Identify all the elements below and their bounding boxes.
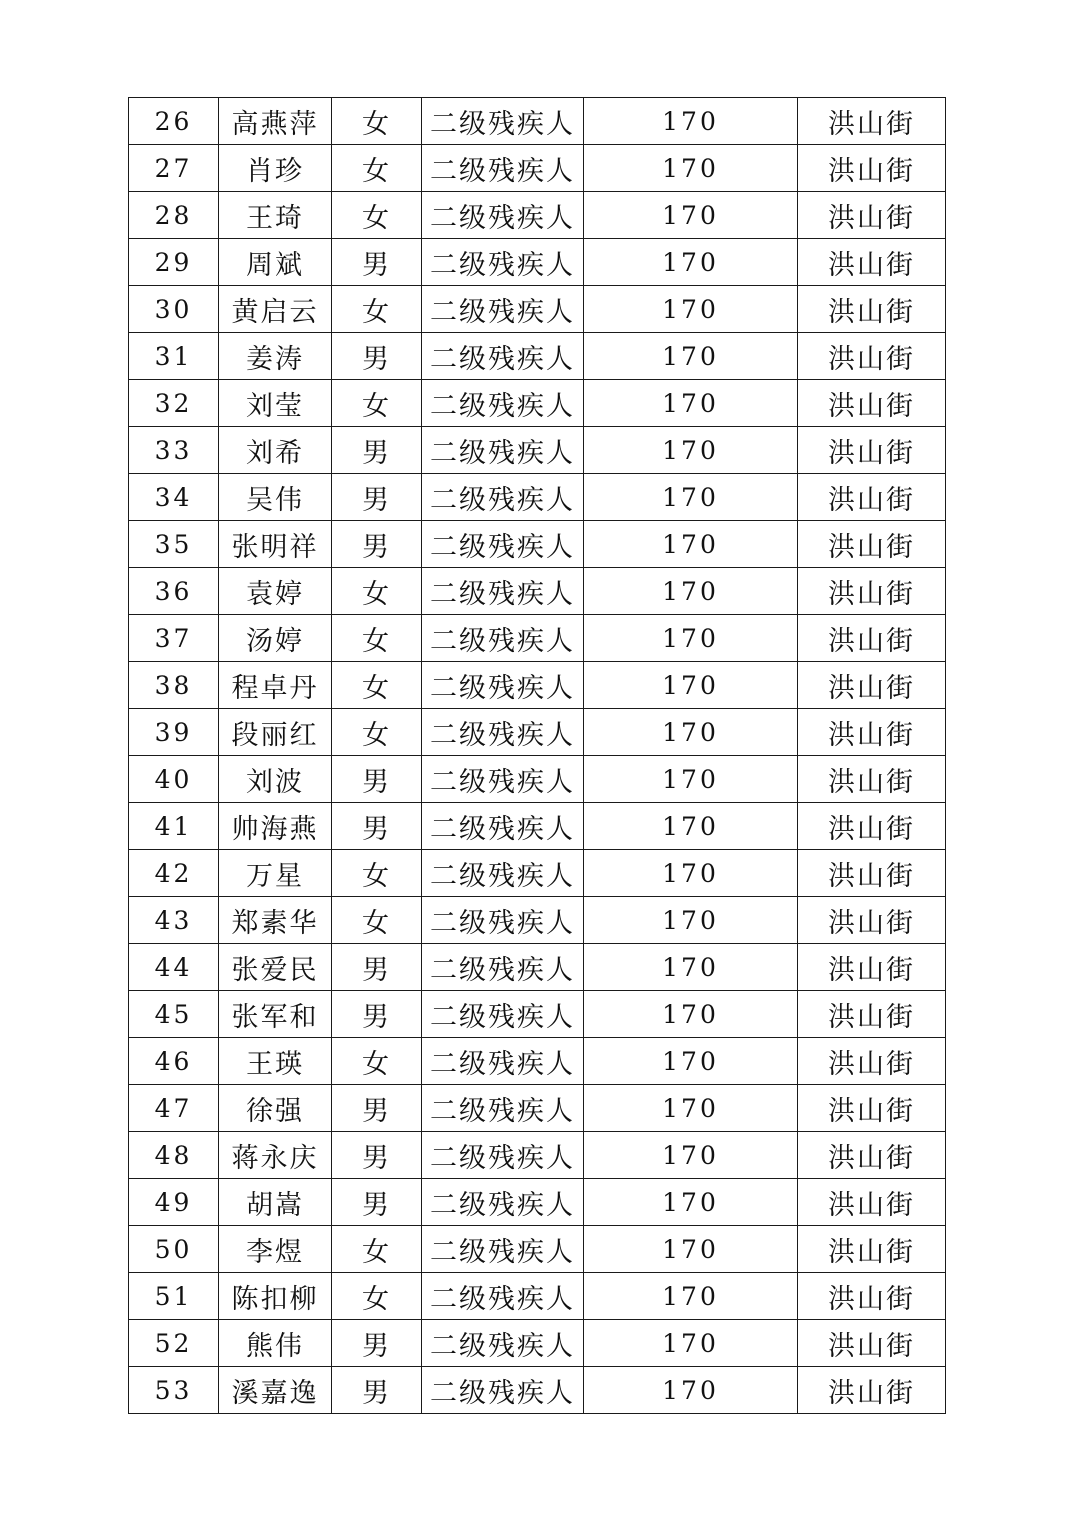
cell-amount: 170: [584, 756, 798, 803]
cell-amount: 170: [584, 333, 798, 380]
cell-amount: 170: [584, 1179, 798, 1226]
cell-street: 洪山街: [798, 474, 946, 521]
cell-amount: 170: [584, 850, 798, 897]
cell-disability-level: 二级残疾人: [422, 474, 584, 521]
table-row: [129, 1132, 946, 1179]
cell-gender: 男: [332, 944, 422, 991]
cell-name: 万星: [219, 850, 332, 897]
table-row: [129, 1273, 946, 1320]
cell-name: 肖珍: [219, 145, 332, 192]
cell-name: 吴伟: [219, 474, 332, 521]
cell-street: 洪山街: [798, 1273, 946, 1320]
table-row: [129, 756, 946, 803]
cell-serial-number: 44: [129, 944, 219, 991]
cell-gender: 女: [332, 145, 422, 192]
cell-amount: 170: [584, 615, 798, 662]
cell-name: 张爱民: [219, 944, 332, 991]
table-row: [129, 568, 946, 615]
cell-amount: 170: [584, 1132, 798, 1179]
cell-name: 袁婷: [219, 568, 332, 615]
cell-serial-number: 45: [129, 991, 219, 1038]
cell-street: 洪山街: [798, 1320, 946, 1367]
cell-serial-number: 26: [129, 98, 219, 145]
table-row: [129, 145, 946, 192]
cell-gender: 女: [332, 192, 422, 239]
cell-street: 洪山街: [798, 1226, 946, 1273]
cell-name: 张军和: [219, 991, 332, 1038]
cell-name: 刘莹: [219, 380, 332, 427]
roster-table: [128, 97, 946, 1414]
cell-name: 蒋永庆: [219, 1132, 332, 1179]
cell-gender: 女: [332, 709, 422, 756]
cell-serial-number: 40: [129, 756, 219, 803]
cell-gender: 女: [332, 380, 422, 427]
table-row: [129, 709, 946, 756]
cell-disability-level: 二级残疾人: [422, 1226, 584, 1273]
cell-gender: 女: [332, 1273, 422, 1320]
cell-disability-level: 二级残疾人: [422, 1367, 584, 1414]
cell-amount: 170: [584, 98, 798, 145]
cell-gender: 女: [332, 662, 422, 709]
cell-street: 洪山街: [798, 192, 946, 239]
table-row: [129, 380, 946, 427]
cell-serial-number: 49: [129, 1179, 219, 1226]
cell-serial-number: 33: [129, 427, 219, 474]
table-row: [129, 1367, 946, 1414]
cell-serial-number: 37: [129, 615, 219, 662]
cell-serial-number: 47: [129, 1085, 219, 1132]
table-row: [129, 286, 946, 333]
cell-amount: 170: [584, 991, 798, 1038]
cell-disability-level: 二级残疾人: [422, 1320, 584, 1367]
cell-gender: 男: [332, 1367, 422, 1414]
cell-street: 洪山街: [798, 1132, 946, 1179]
cell-disability-level: 二级残疾人: [422, 1273, 584, 1320]
cell-street: 洪山街: [798, 897, 946, 944]
cell-amount: 170: [584, 1320, 798, 1367]
cell-name: 张明祥: [219, 521, 332, 568]
cell-gender: 男: [332, 756, 422, 803]
cell-serial-number: 53: [129, 1367, 219, 1414]
cell-gender: 男: [332, 521, 422, 568]
table-row: [129, 615, 946, 662]
cell-serial-number: 50: [129, 1226, 219, 1273]
cell-name: 刘希: [219, 427, 332, 474]
cell-disability-level: 二级残疾人: [422, 380, 584, 427]
cell-name: 段丽红: [219, 709, 332, 756]
cell-gender: 女: [332, 1226, 422, 1273]
cell-name: 王瑛: [219, 1038, 332, 1085]
cell-amount: 170: [584, 1367, 798, 1414]
cell-serial-number: 38: [129, 662, 219, 709]
cell-amount: 170: [584, 380, 798, 427]
cell-disability-level: 二级残疾人: [422, 1085, 584, 1132]
cell-disability-level: 二级残疾人: [422, 333, 584, 380]
cell-gender: 女: [332, 286, 422, 333]
cell-amount: 170: [584, 474, 798, 521]
cell-serial-number: 46: [129, 1038, 219, 1085]
cell-street: 洪山街: [798, 380, 946, 427]
cell-street: 洪山街: [798, 709, 946, 756]
cell-serial-number: 29: [129, 239, 219, 286]
cell-disability-level: 二级残疾人: [422, 427, 584, 474]
table-row: [129, 427, 946, 474]
cell-disability-level: 二级残疾人: [422, 286, 584, 333]
cell-amount: 170: [584, 803, 798, 850]
roster-table-body: [129, 98, 946, 1414]
cell-gender: 男: [332, 427, 422, 474]
cell-disability-level: 二级残疾人: [422, 145, 584, 192]
cell-disability-level: 二级残疾人: [422, 568, 584, 615]
cell-amount: 170: [584, 1038, 798, 1085]
cell-street: 洪山街: [798, 98, 946, 145]
cell-disability-level: 二级残疾人: [422, 521, 584, 568]
cell-name: 胡嵩: [219, 1179, 332, 1226]
cell-disability-level: 二级残疾人: [422, 897, 584, 944]
cell-amount: 170: [584, 568, 798, 615]
table-row: [129, 662, 946, 709]
cell-gender: 男: [332, 991, 422, 1038]
table-row: [129, 850, 946, 897]
cell-gender: 男: [332, 1132, 422, 1179]
cell-amount: 170: [584, 662, 798, 709]
cell-name: 姜涛: [219, 333, 332, 380]
cell-disability-level: 二级残疾人: [422, 192, 584, 239]
cell-serial-number: 48: [129, 1132, 219, 1179]
cell-street: 洪山街: [798, 427, 946, 474]
cell-name: 陈扣柳: [219, 1273, 332, 1320]
cell-disability-level: 二级残疾人: [422, 239, 584, 286]
cell-disability-level: 二级残疾人: [422, 944, 584, 991]
cell-disability-level: 二级残疾人: [422, 1132, 584, 1179]
cell-serial-number: 51: [129, 1273, 219, 1320]
cell-name: 程卓丹: [219, 662, 332, 709]
cell-name: 郑素华: [219, 897, 332, 944]
cell-name: 溪嘉逸: [219, 1367, 332, 1414]
cell-street: 洪山街: [798, 1038, 946, 1085]
table-row: [129, 991, 946, 1038]
cell-disability-level: 二级残疾人: [422, 709, 584, 756]
table-row: [129, 944, 946, 991]
cell-amount: 170: [584, 1226, 798, 1273]
cell-serial-number: 31: [129, 333, 219, 380]
cell-gender: 男: [332, 803, 422, 850]
table-row: [129, 333, 946, 380]
cell-street: 洪山街: [798, 239, 946, 286]
table-row: [129, 98, 946, 145]
cell-name: 徐强: [219, 1085, 332, 1132]
cell-disability-level: 二级残疾人: [422, 98, 584, 145]
cell-gender: 女: [332, 897, 422, 944]
table-row: [129, 803, 946, 850]
cell-serial-number: 34: [129, 474, 219, 521]
cell-amount: 170: [584, 192, 798, 239]
cell-gender: 女: [332, 615, 422, 662]
cell-gender: 女: [332, 1038, 422, 1085]
table-row: [129, 897, 946, 944]
table-row: [129, 1179, 946, 1226]
cell-street: 洪山街: [798, 850, 946, 897]
cell-street: 洪山街: [798, 521, 946, 568]
cell-street: 洪山街: [798, 1085, 946, 1132]
cell-amount: 170: [584, 944, 798, 991]
table-row: [129, 1038, 946, 1085]
table-row: [129, 192, 946, 239]
cell-name: 李煜: [219, 1226, 332, 1273]
cell-amount: 170: [584, 145, 798, 192]
cell-gender: 男: [332, 239, 422, 286]
cell-name: 王琦: [219, 192, 332, 239]
cell-street: 洪山街: [798, 286, 946, 333]
cell-street: 洪山街: [798, 803, 946, 850]
cell-street: 洪山街: [798, 145, 946, 192]
cell-street: 洪山街: [798, 615, 946, 662]
cell-serial-number: 30: [129, 286, 219, 333]
cell-serial-number: 52: [129, 1320, 219, 1367]
cell-street: 洪山街: [798, 1179, 946, 1226]
cell-gender: 男: [332, 1085, 422, 1132]
table-row: [129, 521, 946, 568]
cell-serial-number: 27: [129, 145, 219, 192]
cell-gender: 女: [332, 98, 422, 145]
cell-disability-level: 二级残疾人: [422, 615, 584, 662]
cell-serial-number: 41: [129, 803, 219, 850]
cell-gender: 女: [332, 850, 422, 897]
cell-disability-level: 二级残疾人: [422, 756, 584, 803]
cell-street: 洪山街: [798, 1367, 946, 1414]
cell-street: 洪山街: [798, 568, 946, 615]
cell-amount: 170: [584, 1273, 798, 1320]
cell-gender: 男: [332, 333, 422, 380]
cell-serial-number: 42: [129, 850, 219, 897]
table-row: [129, 1320, 946, 1367]
cell-gender: 女: [332, 568, 422, 615]
cell-disability-level: 二级残疾人: [422, 850, 584, 897]
cell-serial-number: 35: [129, 521, 219, 568]
cell-street: 洪山街: [798, 756, 946, 803]
cell-gender: 男: [332, 1179, 422, 1226]
cell-gender: 男: [332, 474, 422, 521]
cell-amount: 170: [584, 897, 798, 944]
cell-name: 高燕萍: [219, 98, 332, 145]
cell-amount: 170: [584, 239, 798, 286]
cell-gender: 男: [332, 1320, 422, 1367]
cell-name: 黄启云: [219, 286, 332, 333]
cell-name: 帅海燕: [219, 803, 332, 850]
table-row: [129, 1085, 946, 1132]
cell-name: 熊伟: [219, 1320, 332, 1367]
cell-name: 周斌: [219, 239, 332, 286]
cell-street: 洪山街: [798, 333, 946, 380]
table-row: [129, 239, 946, 286]
cell-amount: 170: [584, 427, 798, 474]
cell-disability-level: 二级残疾人: [422, 1038, 584, 1085]
table-row: [129, 474, 946, 521]
cell-disability-level: 二级残疾人: [422, 662, 584, 709]
cell-disability-level: 二级残疾人: [422, 991, 584, 1038]
cell-street: 洪山街: [798, 662, 946, 709]
cell-serial-number: 36: [129, 568, 219, 615]
cell-serial-number: 43: [129, 897, 219, 944]
cell-disability-level: 二级残疾人: [422, 803, 584, 850]
cell-serial-number: 32: [129, 380, 219, 427]
cell-amount: 170: [584, 286, 798, 333]
cell-amount: 170: [584, 1085, 798, 1132]
cell-amount: 170: [584, 709, 798, 756]
cell-serial-number: 39: [129, 709, 219, 756]
cell-name: 刘波: [219, 756, 332, 803]
cell-amount: 170: [584, 521, 798, 568]
cell-serial-number: 28: [129, 192, 219, 239]
cell-name: 汤婷: [219, 615, 332, 662]
cell-disability-level: 二级残疾人: [422, 1179, 584, 1226]
table-row: [129, 1226, 946, 1273]
cell-street: 洪山街: [798, 944, 946, 991]
cell-street: 洪山街: [798, 991, 946, 1038]
